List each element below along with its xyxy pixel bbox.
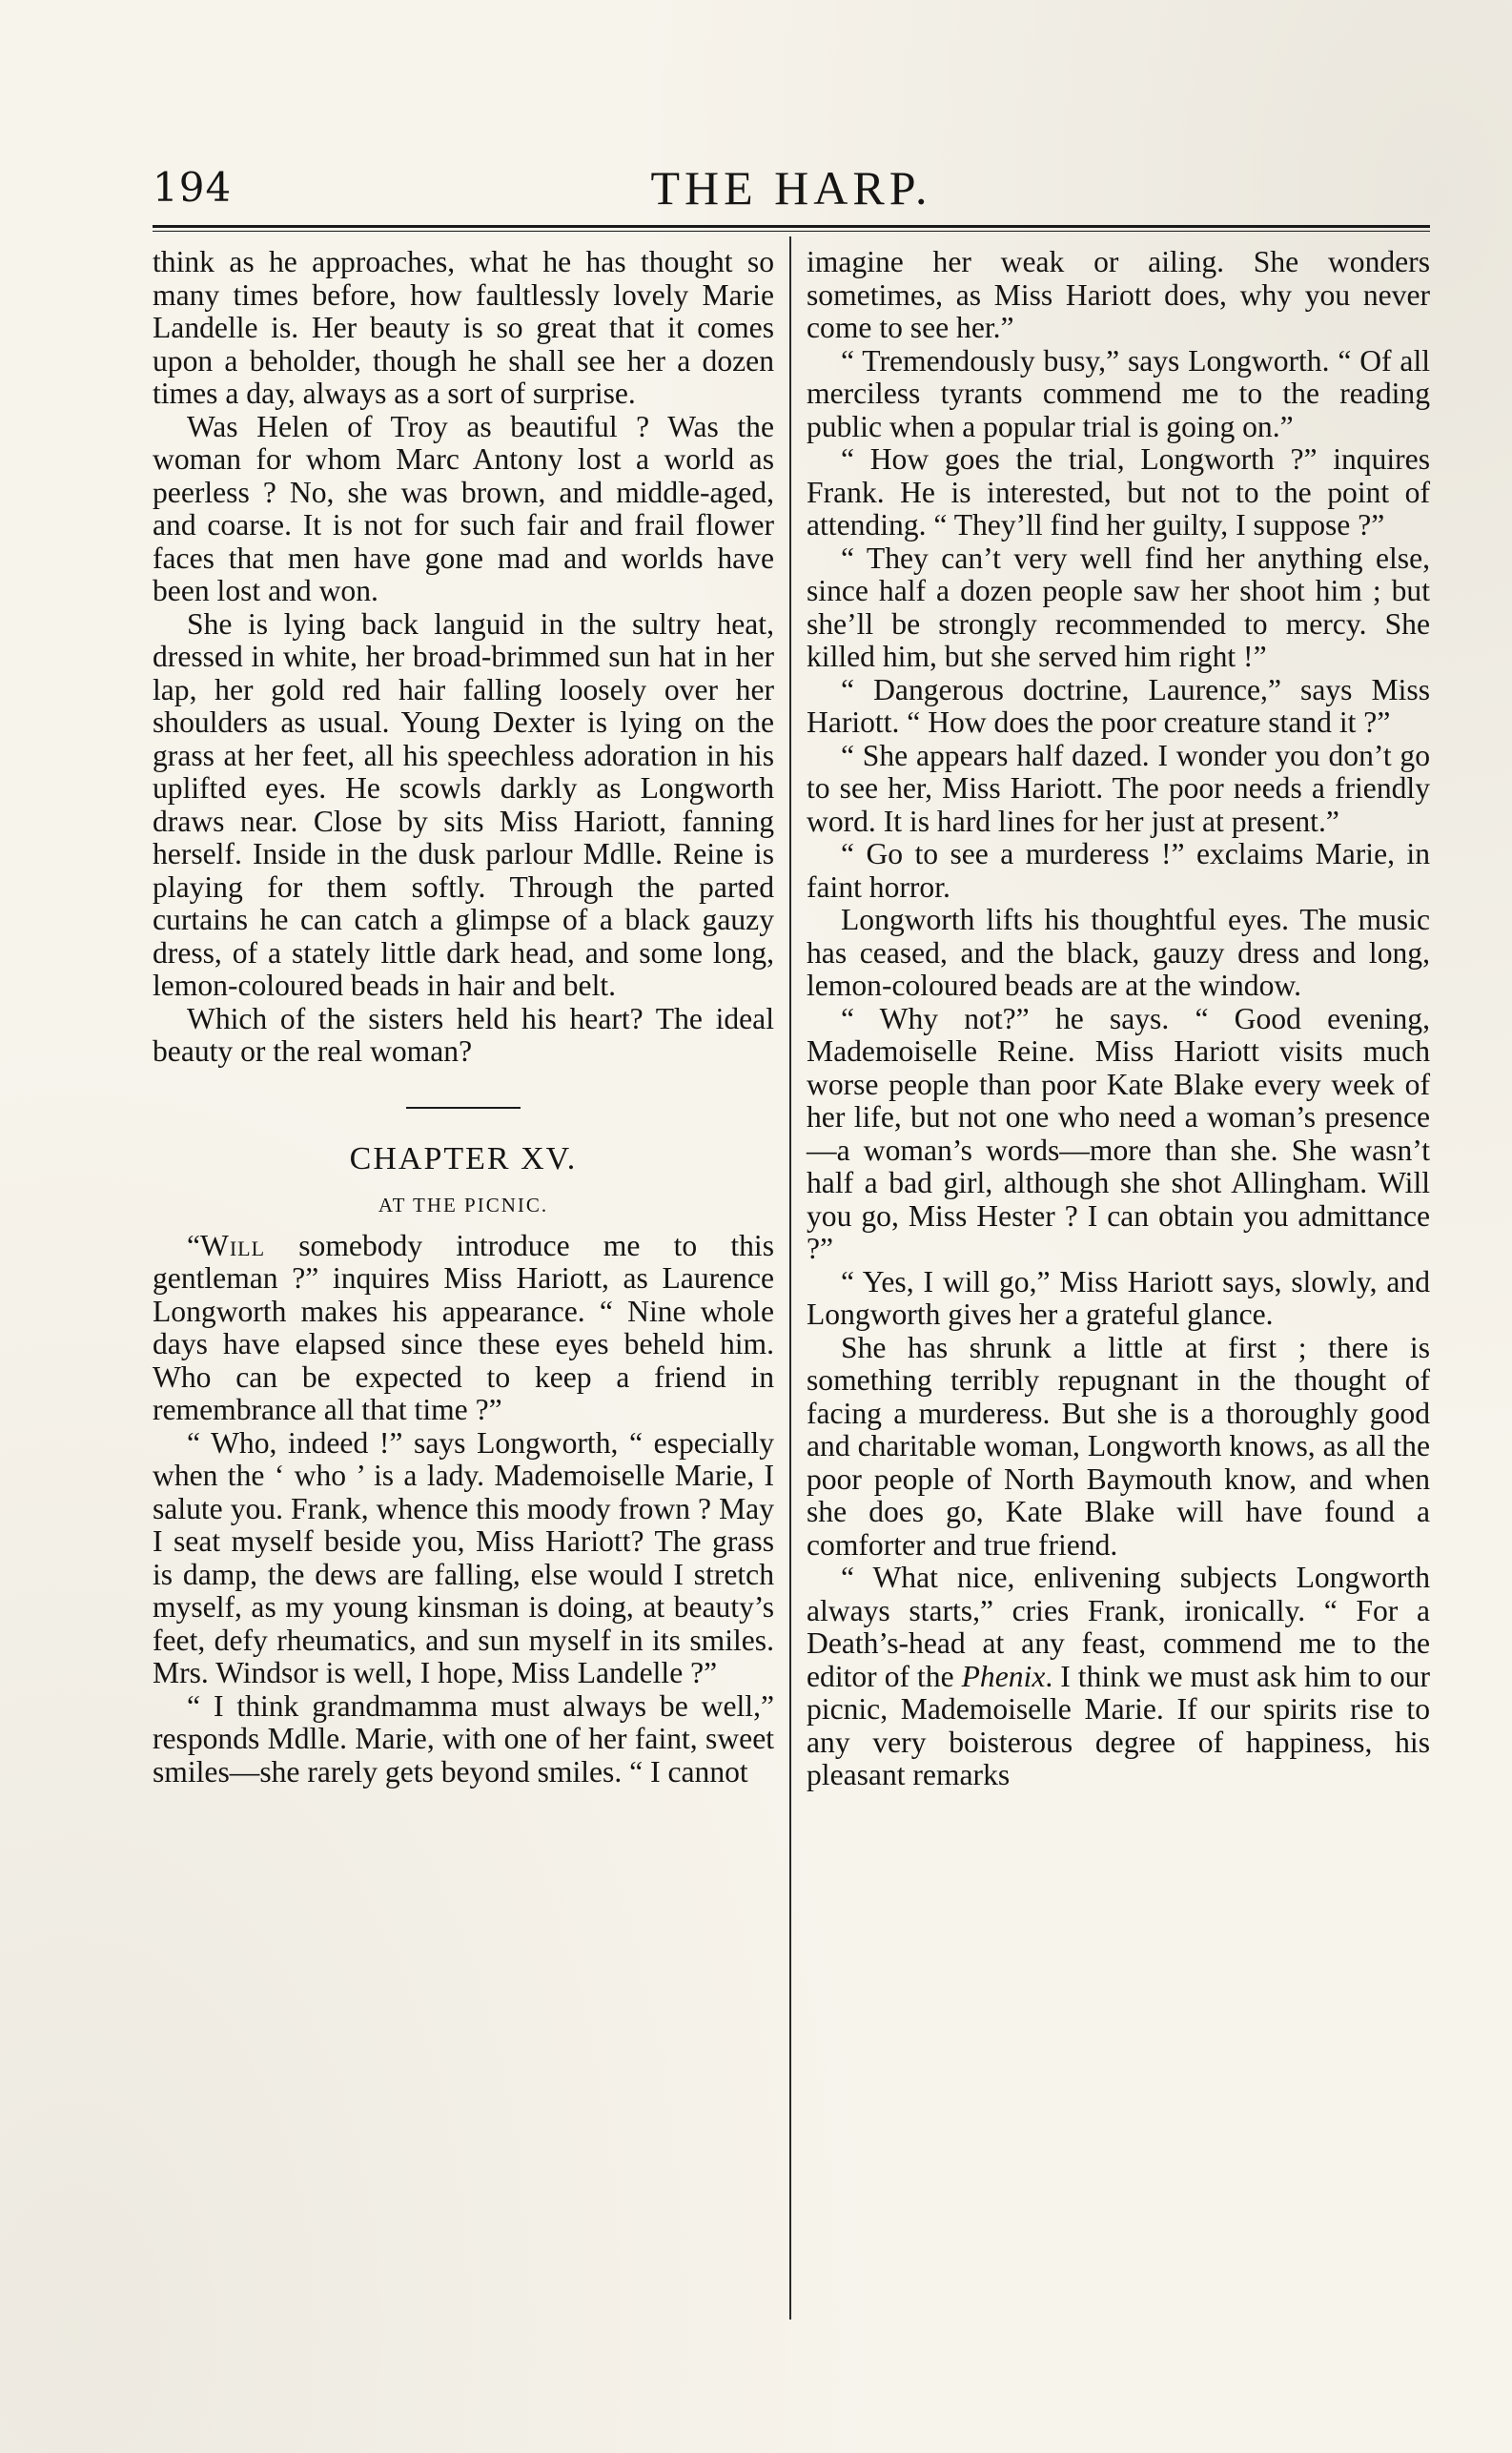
paragraph: Which of the sisters held his heart? The ideal beauty or the real woman? <box>153 1001 774 1068</box>
page-header <box>153 160 1430 219</box>
paragraph: “ Who, indeed !” says Longworth, “ especially when the ‘ who ’ is a lady. Mademoiselle Marie, I salute you. Frank, whence this moody frown ? May I seat myself beside you, Miss Hariott? The grass is damp, the dews are falling, else would I stretch myself, as my young kinsman is doing, at beauty’s feet, defy rheumatics, and sun myself in its smiles. Mrs. Windsor is well, I hope, Miss Landelle ?” <box>153 1425 774 1689</box>
paragraph: Was Helen of Troy as beautiful ? Was the woman for whom Marc Antony lost a world as peerless ? No, she was brown, and middle-aged, and coarse. It is not for such fair and frail flower faces that men have gone mad and worlds have been lost and won. <box>153 409 774 607</box>
paragraph: “ Yes, I will go,” Miss Hariott says, slowly, and Longworth gives her a grateful glance. <box>807 1264 1430 1331</box>
opening-text: somebody introduce me to this gentleman ?” inquires Miss Hariott, as Laurence Longworth makes his appearance. “ Nine whole days have elapsed since these eyes beheld him. Who can be expected to keep a friend in remembrance all that time ?” <box>153 1228 774 1426</box>
text-run: . I think we must ask him to our picnic, Mademoiselle Marie. If our spirits rise to any very boisterous degree of happiness, his pleasant remarks <box>807 1659 1430 1791</box>
paragraph: “ Why not?” he says. “ Good evening, Mademoiselle Reine. Miss Hariott visits much worse people than poor Kate Blake every week of her life, but not one who need a woman’s presence—a woman’s words—more than she. She wasn’t half a bad girl, although she shot Allingham. Will you go, Miss Hester ? I can obtain you admittance ?” <box>807 1001 1430 1265</box>
paragraph: She has shrunk a little at first ; there is something terribly repugnant in the thought of facing a murderess. But she is a thoroughly good and charitable woman, Longworth knows, as all the poor people of North Baymouth know, and when she does go, Kate Blake will have found a comforter and true friend. <box>807 1330 1430 1562</box>
chapter-separator <box>406 1107 521 1109</box>
left-column <box>153 246 774 2334</box>
paragraph: imagine her weak or ailing. She wonders sometimes, as Miss Hariott does, why you never come to see her.” <box>807 245 1430 344</box>
opening-word: Will <box>200 1228 266 1262</box>
column-divider <box>789 236 791 2320</box>
newspaper-title: Phenix <box>961 1659 1046 1693</box>
paragraph: “ How goes the trial, Longworth ?” inquires Frank. He is interested, but not to the point of attending. “ They’ll find her guilty, I suppose ?” <box>807 442 1430 542</box>
right-column <box>807 246 1430 2334</box>
chapter-title: CHAPTER XV. <box>349 1140 578 1176</box>
paragraph: She is lying back languid in the sultry heat, dressed in white, her broad-brimmed sun hat in her lap, her gold red hair falling loosely over her shoulders as usual. Young Dexter is lying on the grass at her feet, all his speechless adoration in his uplifted eyes. He scowls darkly as Longworth draws near. Close by sits Miss Hariott, fanning herself. Inside in the dusk parlour Mdlle. Reine is playing for them softly. Through the parted curtains he can catch a glimpse of a black gauzy dress, of a stately little dark head, and some long, lemon-coloured beads in hair and belt. <box>153 606 774 1002</box>
text-run: “ What nice, enlivening subjects Longworth always starts,” cries Frank, ironically. “ For a Death’s-head at any feast, commend me to the editor of the <box>807 1561 1430 1693</box>
chapter-opening-paragraph <box>153 1230 774 1427</box>
paragraph <box>807 1562 1430 1792</box>
paragraph: think as he approaches, what he has thought so many times before, how faultlessly lovely Marie Landelle is. Her beauty is so great that it comes upon a beholder, though he shall see her a dozen times a day, always as a sort of surprise. <box>153 245 774 410</box>
paragraph: “ Go to see a murderess !” exclaims Marie, in faint horror. <box>807 837 1430 904</box>
chapter-subtitle: AT THE PICNIC. <box>378 1194 549 1216</box>
page-number: 194 <box>153 164 233 211</box>
paragraph: “ Tremendously busy,” says Longworth. “ Of all merciless tyrants commend me to the reading public when a popular trial is going on.” <box>807 343 1430 443</box>
paragraph: “ They can’t very well find her anything else, since half a dozen people saw her shoot him ; but she’ll be strongly recommended to mercy. She killed him, but she served him right !” <box>807 541 1430 673</box>
running-title: THE HARP. <box>650 161 932 215</box>
paragraph: Longworth lifts his thoughtful eyes. The music has ceased, and the black, gauzy dress and long, lemon-coloured beads are at the window. <box>807 903 1430 1002</box>
header-rule-thin <box>153 231 1430 232</box>
header-rule <box>153 225 1430 228</box>
paragraph: “ I think grandmamma must always be well,” responds Mdlle. Marie, with one of her faint, sweet smiles—she rarely gets beyond smiles. “ I cannot <box>153 1688 774 1789</box>
opening-quote: “ <box>187 1228 201 1262</box>
paragraph: “ Dangerous doctrine, Laurence,” says Miss Hariott. “ How does the poor creature stand it ?” <box>807 672 1430 739</box>
paragraph: “ She appears half dazed. I wonder you don’t go to see her, Miss Hariott. The poor needs a friendly word. It is hard lines for her just at present.” <box>807 738 1430 838</box>
